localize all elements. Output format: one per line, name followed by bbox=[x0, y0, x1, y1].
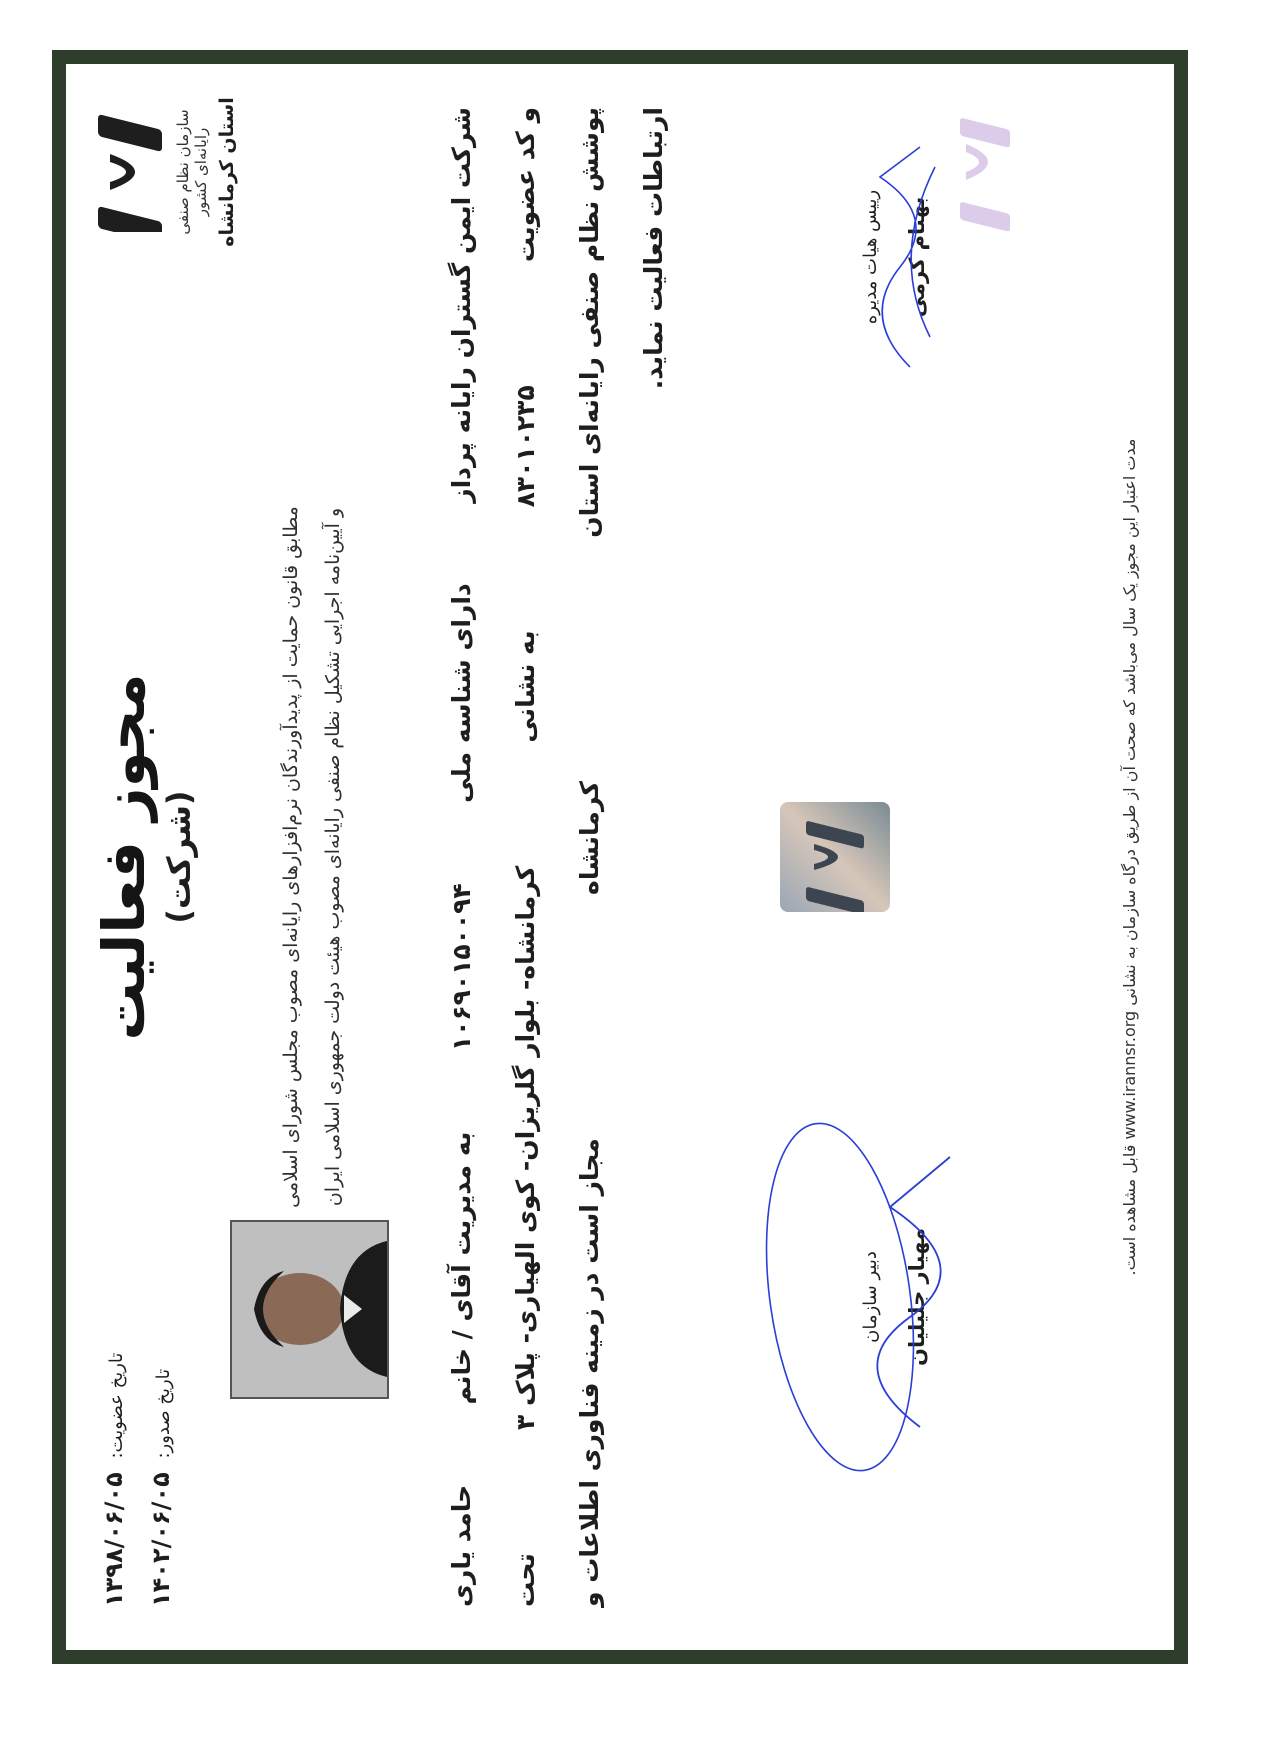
org-name: سازمان نظام صنفی رایانه‌ای کشور bbox=[174, 109, 210, 235]
issue-date-row bbox=[139, 1277, 186, 1607]
national-id-label: دارای شناسه ملی bbox=[447, 583, 476, 803]
membership-date-label: تاریخ عضویت: bbox=[106, 1352, 127, 1459]
purple-stamp bbox=[930, 92, 1050, 232]
hologram-seal-icon bbox=[780, 802, 890, 912]
portrait-photo bbox=[230, 1220, 389, 1399]
org-province: استان کرمانشاه bbox=[216, 97, 238, 247]
validity-footer: مدت اعتبار این مجوز یک سال می‌باشد که صحت آن از طریق درگاه سازمان به نشانی www.irannsr.org قابل مشاهده است. bbox=[1120, 438, 1139, 1276]
title-main: مجوز فعالیت bbox=[90, 673, 158, 1041]
body-line-3 bbox=[558, 107, 622, 1607]
issue-date-value: ۱۴۰۲/۰۶/۰۵ bbox=[147, 1472, 175, 1607]
membership-code-label: و کد عضویت bbox=[511, 107, 540, 263]
secretary-signature-block bbox=[860, 1167, 929, 1427]
under-text: تحت bbox=[511, 1553, 540, 1607]
manager-name: حامد یاری bbox=[447, 1484, 476, 1607]
national-id-value: ۱۰۶۹۰۱۵۰۰۹۴ bbox=[447, 883, 476, 1052]
company-text: شرکت ایمن گستران رایانه پرداز bbox=[447, 107, 476, 503]
preamble-line-1: مطابق قانون حمایت از پدیدآورندگان نرم‌افزارهای رایانه‌ای مصوب مجلس شورای اسلامی bbox=[280, 506, 302, 1208]
board-chair-title: رییس هیات مدیره bbox=[860, 189, 881, 325]
address-label: به نشانی bbox=[511, 630, 540, 743]
body-line-2 bbox=[494, 107, 558, 1607]
board-chair-name: بهنام کرمی bbox=[905, 196, 929, 318]
coverage-text: پوشش نظام صنفی رایانه‌ای استان bbox=[575, 107, 604, 538]
dates-block bbox=[92, 1277, 186, 1607]
portrait-photo-icon bbox=[232, 1222, 387, 1397]
membership-code-value: ۸۳۰۱۰۲۳۵ bbox=[511, 385, 540, 508]
purple-stamp-icon bbox=[930, 92, 1050, 232]
membership-date-value: ۱۳۹۸/۰۶/۰۵ bbox=[100, 1472, 128, 1607]
membership-date-row bbox=[92, 1277, 139, 1607]
body-line-1 bbox=[430, 107, 494, 1607]
address-value: کرمانشاه- بلوار گلریزان- کوی الهیاری- پلاک ۳ bbox=[511, 865, 540, 1431]
body-line-4 bbox=[622, 107, 686, 1607]
certificate-frame bbox=[52, 50, 1188, 1664]
preamble-line-2: و آیین‌نامه اجرایی تشکیل نظام صنفی رایانه‌ای مصوب هیئت دولت جمهوری اسلامی ایران bbox=[322, 507, 344, 1207]
certificate-body bbox=[430, 107, 686, 1607]
issue-date-label: تاریخ صدور: bbox=[153, 1368, 174, 1459]
secretary-name: مهیار جلیلیان bbox=[905, 1228, 929, 1366]
board-chair-signature-block bbox=[860, 127, 929, 387]
province-name: کرمانشاه bbox=[575, 781, 604, 895]
secretary-title: دبیر سازمان bbox=[860, 1251, 881, 1343]
certificate-sheet bbox=[70, 67, 1170, 1647]
hologram-seal bbox=[780, 802, 890, 912]
secretary-signature-icon bbox=[720, 1107, 980, 1487]
manager-label: به مدیریت آقای / خانم bbox=[447, 1131, 476, 1405]
closing-text: ارتباطات فعالیت نماید. bbox=[639, 107, 668, 390]
permission-text: مجاز است در زمینه فناوری اطلاعات و bbox=[575, 1138, 604, 1607]
title-sub: (شرکت) bbox=[160, 790, 198, 924]
